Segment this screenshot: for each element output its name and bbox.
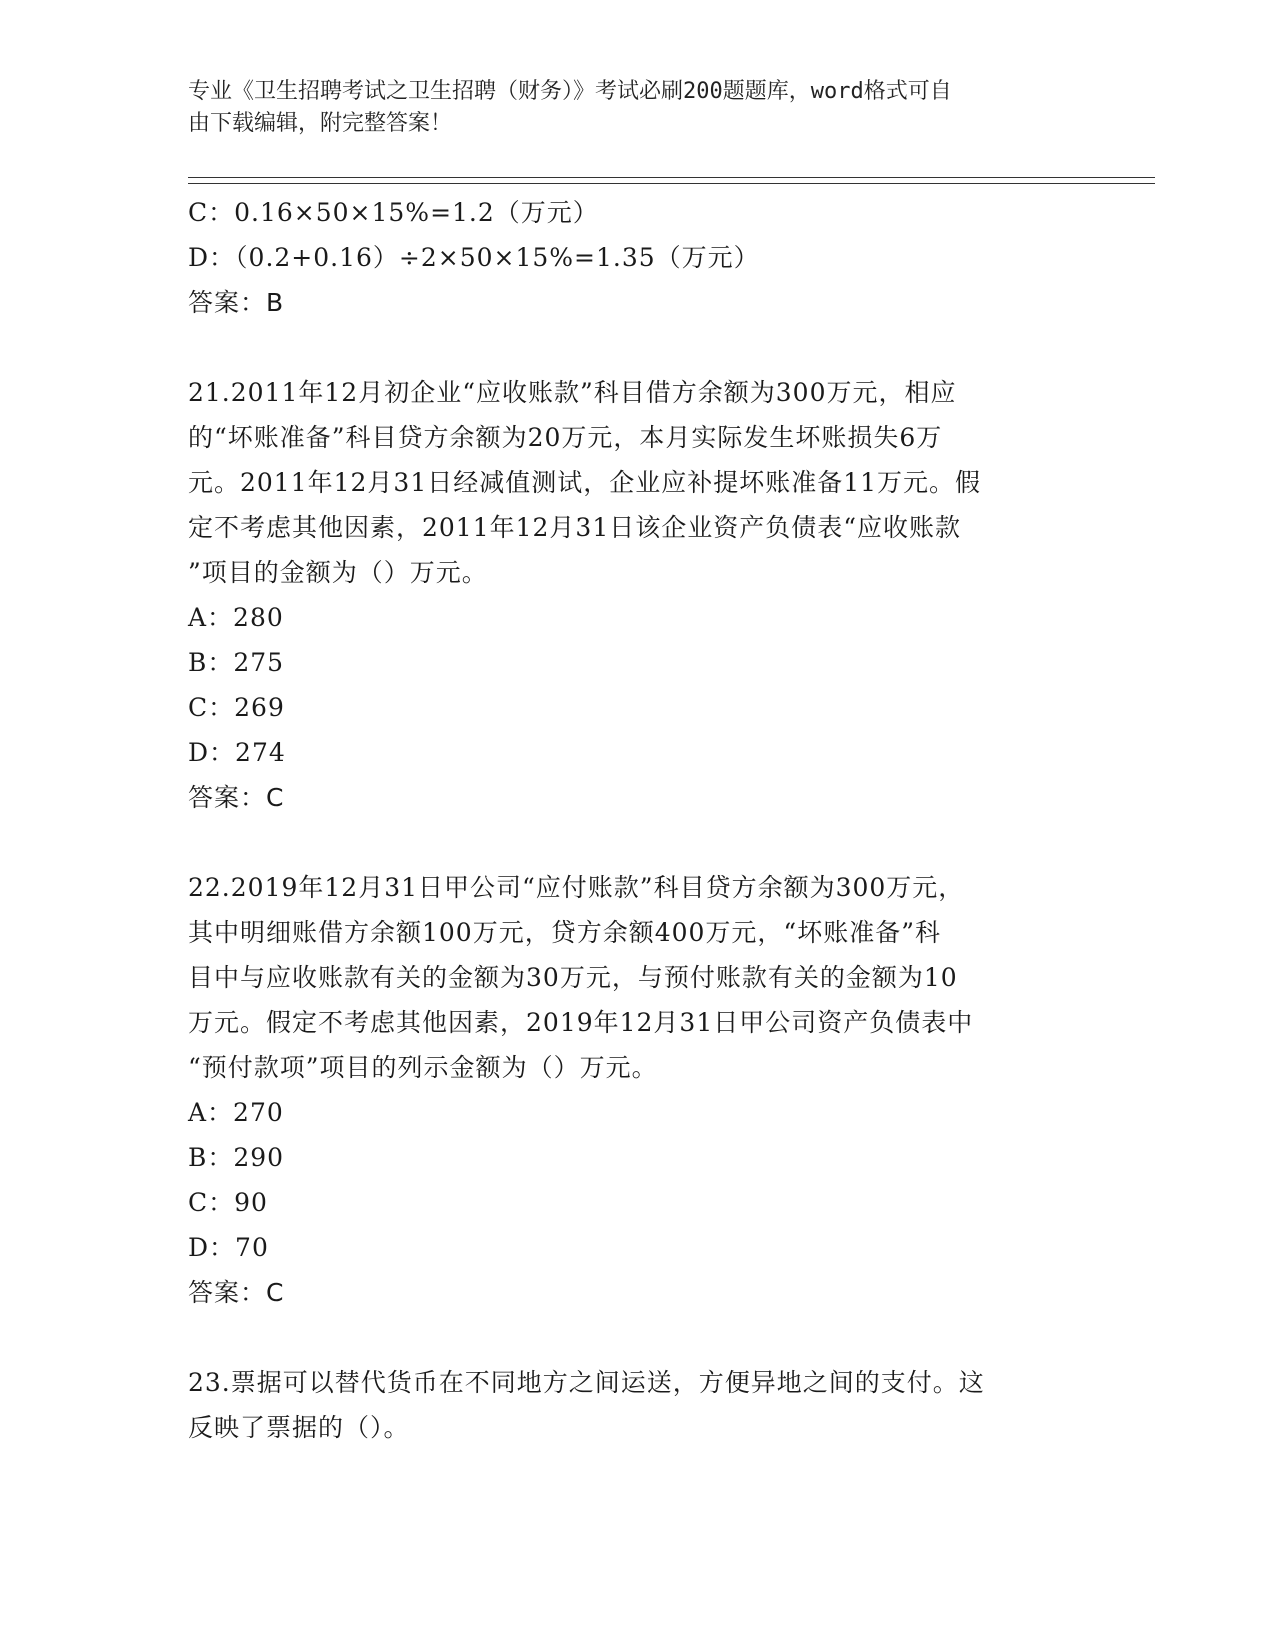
question-text-line: ”项目的金额为（）万元。 (188, 558, 488, 587)
header-divider-thick (188, 177, 1155, 178)
header-line-2: 由下载编辑，附完整答案！ (188, 111, 453, 136)
header-divider-thin (188, 183, 1155, 184)
option-b: B：290 (188, 1143, 285, 1172)
question-text-line: 23.票据可以替代货币在不同地方之间运送，方便异地之间的支付。这 (188, 1368, 985, 1397)
question-22 (188, 865, 1088, 1315)
spacer (188, 1315, 1088, 1360)
answer-line: 答案：B (188, 288, 285, 317)
option-d: D：（0.2+0.16）÷2×50×15%=1.35（万元） (188, 243, 760, 272)
answer-line: 答案：C (188, 1278, 285, 1307)
question-20-tail (188, 190, 1088, 325)
option-a: A：270 (188, 1098, 284, 1127)
option-c: C：269 (188, 693, 285, 722)
question-text-line: 21.2011年12月初企业“应收账款”科目借方余额为300万元，相应 (188, 378, 957, 407)
question-text-line: 22.2019年12月31日甲公司“应付账款”科目贷方余额为300万元， (188, 873, 965, 902)
option-d: D：70 (188, 1233, 269, 1262)
question-text-line: 万元。假定不考虑其他因素，2019年12月31日甲公司资产负债表中 (188, 1008, 974, 1037)
question-text-line: “预付款项”项目的列示金额为（）万元。 (188, 1053, 658, 1082)
question-text-line: 反映了票据的（）。 (188, 1413, 410, 1442)
spacer (188, 820, 1088, 865)
question-21 (188, 370, 1088, 820)
question-23 (188, 1360, 1088, 1450)
answer-line: 答案：C (188, 783, 285, 812)
option-c: C：90 (188, 1188, 268, 1217)
question-text-line: 其中明细账借方余额100万元，贷方余额400万元，“坏账准备”科 (188, 918, 941, 947)
document-header (188, 76, 1078, 140)
option-d: D：274 (188, 738, 286, 767)
option-b: B：275 (188, 648, 285, 677)
question-text-line: 元。2011年12月31日经减值测试，企业应补提坏账准备11万元。假 (188, 468, 982, 497)
option-a: A：280 (188, 603, 284, 632)
option-c: C：0.16×50×15%=1.2（万元） (188, 198, 599, 227)
question-text-line: 目中与应收账款有关的金额为30万元，与预付账款有关的金额为10 (188, 963, 958, 992)
spacer (188, 325, 1088, 370)
header-line-1: 专业《卫生招聘考试之卫生招聘（财务）》考试必刷200题题库，word格式可自 (188, 79, 952, 104)
question-text-line: 的“坏账准备”科目贷方余额为20万元，本月实际发生坏账损失6万 (188, 423, 943, 452)
document-body (188, 190, 1088, 1450)
question-text-line: 定不考虑其他因素，2011年12月31日该企业资产负债表“应收账款 (188, 513, 962, 542)
